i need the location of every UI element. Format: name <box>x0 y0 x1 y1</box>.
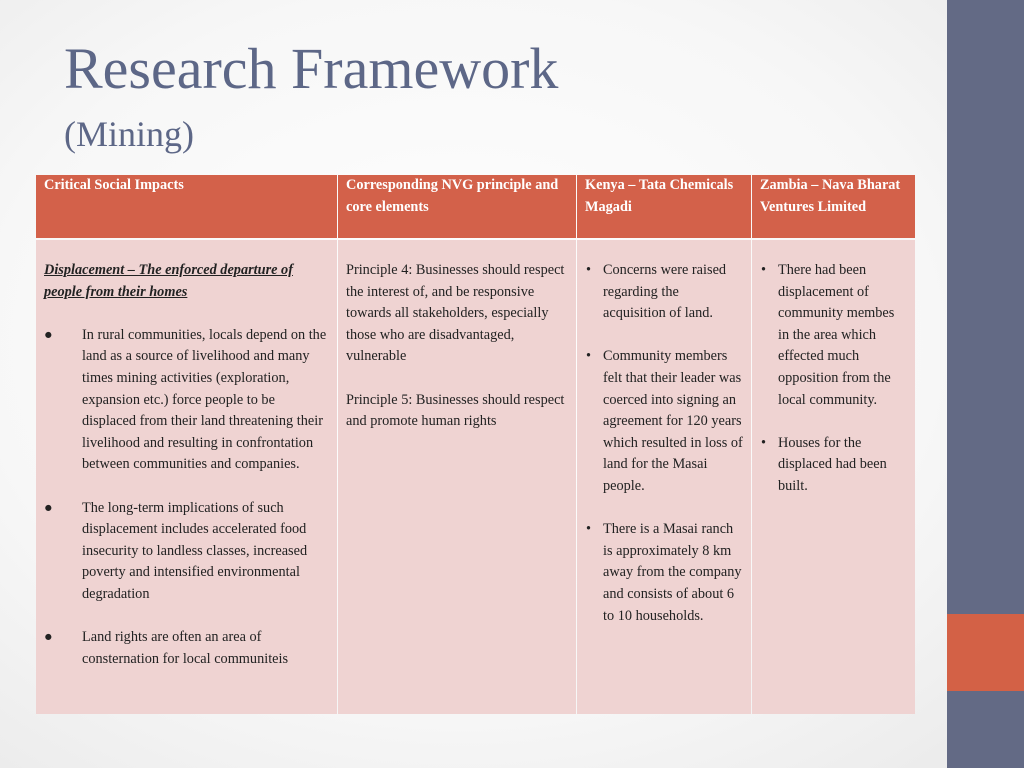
bullet-icon: ● <box>44 326 53 343</box>
bullet-icon: ● <box>44 629 53 646</box>
header-nvg-principle: Corresponding NVG principle and core elements <box>338 175 576 238</box>
bullet-icon: ● <box>44 499 53 516</box>
principle-5: Principle 5: Businesses should respect and promote human rights <box>346 391 565 430</box>
cell-kenya <box>577 240 751 714</box>
bullet-icon: • <box>586 262 592 278</box>
cell-nvg-principle <box>338 240 576 714</box>
list-item: ● Land rights are often an area of consternation for local communiteis <box>44 629 289 667</box>
slide-title: Research Framework <box>64 36 559 101</box>
cell-zambia <box>752 240 915 714</box>
bullet-icon: • <box>761 262 767 278</box>
list-item: • Houses for the displaced had been built. <box>761 434 887 494</box>
header-kenya: Kenya – Tata Chemicals Magadi <box>577 175 751 238</box>
list-item: • There had been displacement of community membes in the area which effected much opposition from the local community. <box>761 262 895 408</box>
principle-4: Principle 4: Businesses should respect the interest of, and be responsive towards all stakeholders, especially those who are disadvantaged, vulnerable <box>346 262 565 365</box>
list-item: • Community members felt that their leader was coerced into signing an agreement for 120 years which resulted in loss of land for the Masai people. <box>586 348 743 494</box>
list-item: ● The long-term implications of such displacement includes accelerated food insecurity to landless classes, increased poverty and intensified environmental degradation <box>44 499 308 602</box>
list-item: • There is a Masai ranch is approximately 8 km away from the company and consists of about 6 to 10 households. <box>586 521 742 624</box>
list-item: ● In rural communities, locals depend on the land as a source of livelihood and many times mining activities (exploration, expansion etc.) force people to be displaced from their land threatening their livelihood and resulting in confrontation between communities and companies. <box>44 326 327 473</box>
bullet-icon: • <box>586 348 592 365</box>
header-critical-social-impacts: Critical Social Impacts <box>36 175 337 238</box>
accent-block <box>947 614 1024 691</box>
header-zambia: Zambia – Nava Bharat Ventures Limited <box>752 175 915 238</box>
slide-subtitle: (Mining) <box>64 114 194 154</box>
cell-critical-social-impacts <box>36 240 337 714</box>
impact-heading: Displacement – The enforced departure of people from their homes <box>44 262 293 300</box>
list-item: • Concerns were raised regarding the acquisition of land. <box>586 262 727 322</box>
bullet-icon: • <box>761 434 767 451</box>
bullet-icon: • <box>586 521 592 538</box>
